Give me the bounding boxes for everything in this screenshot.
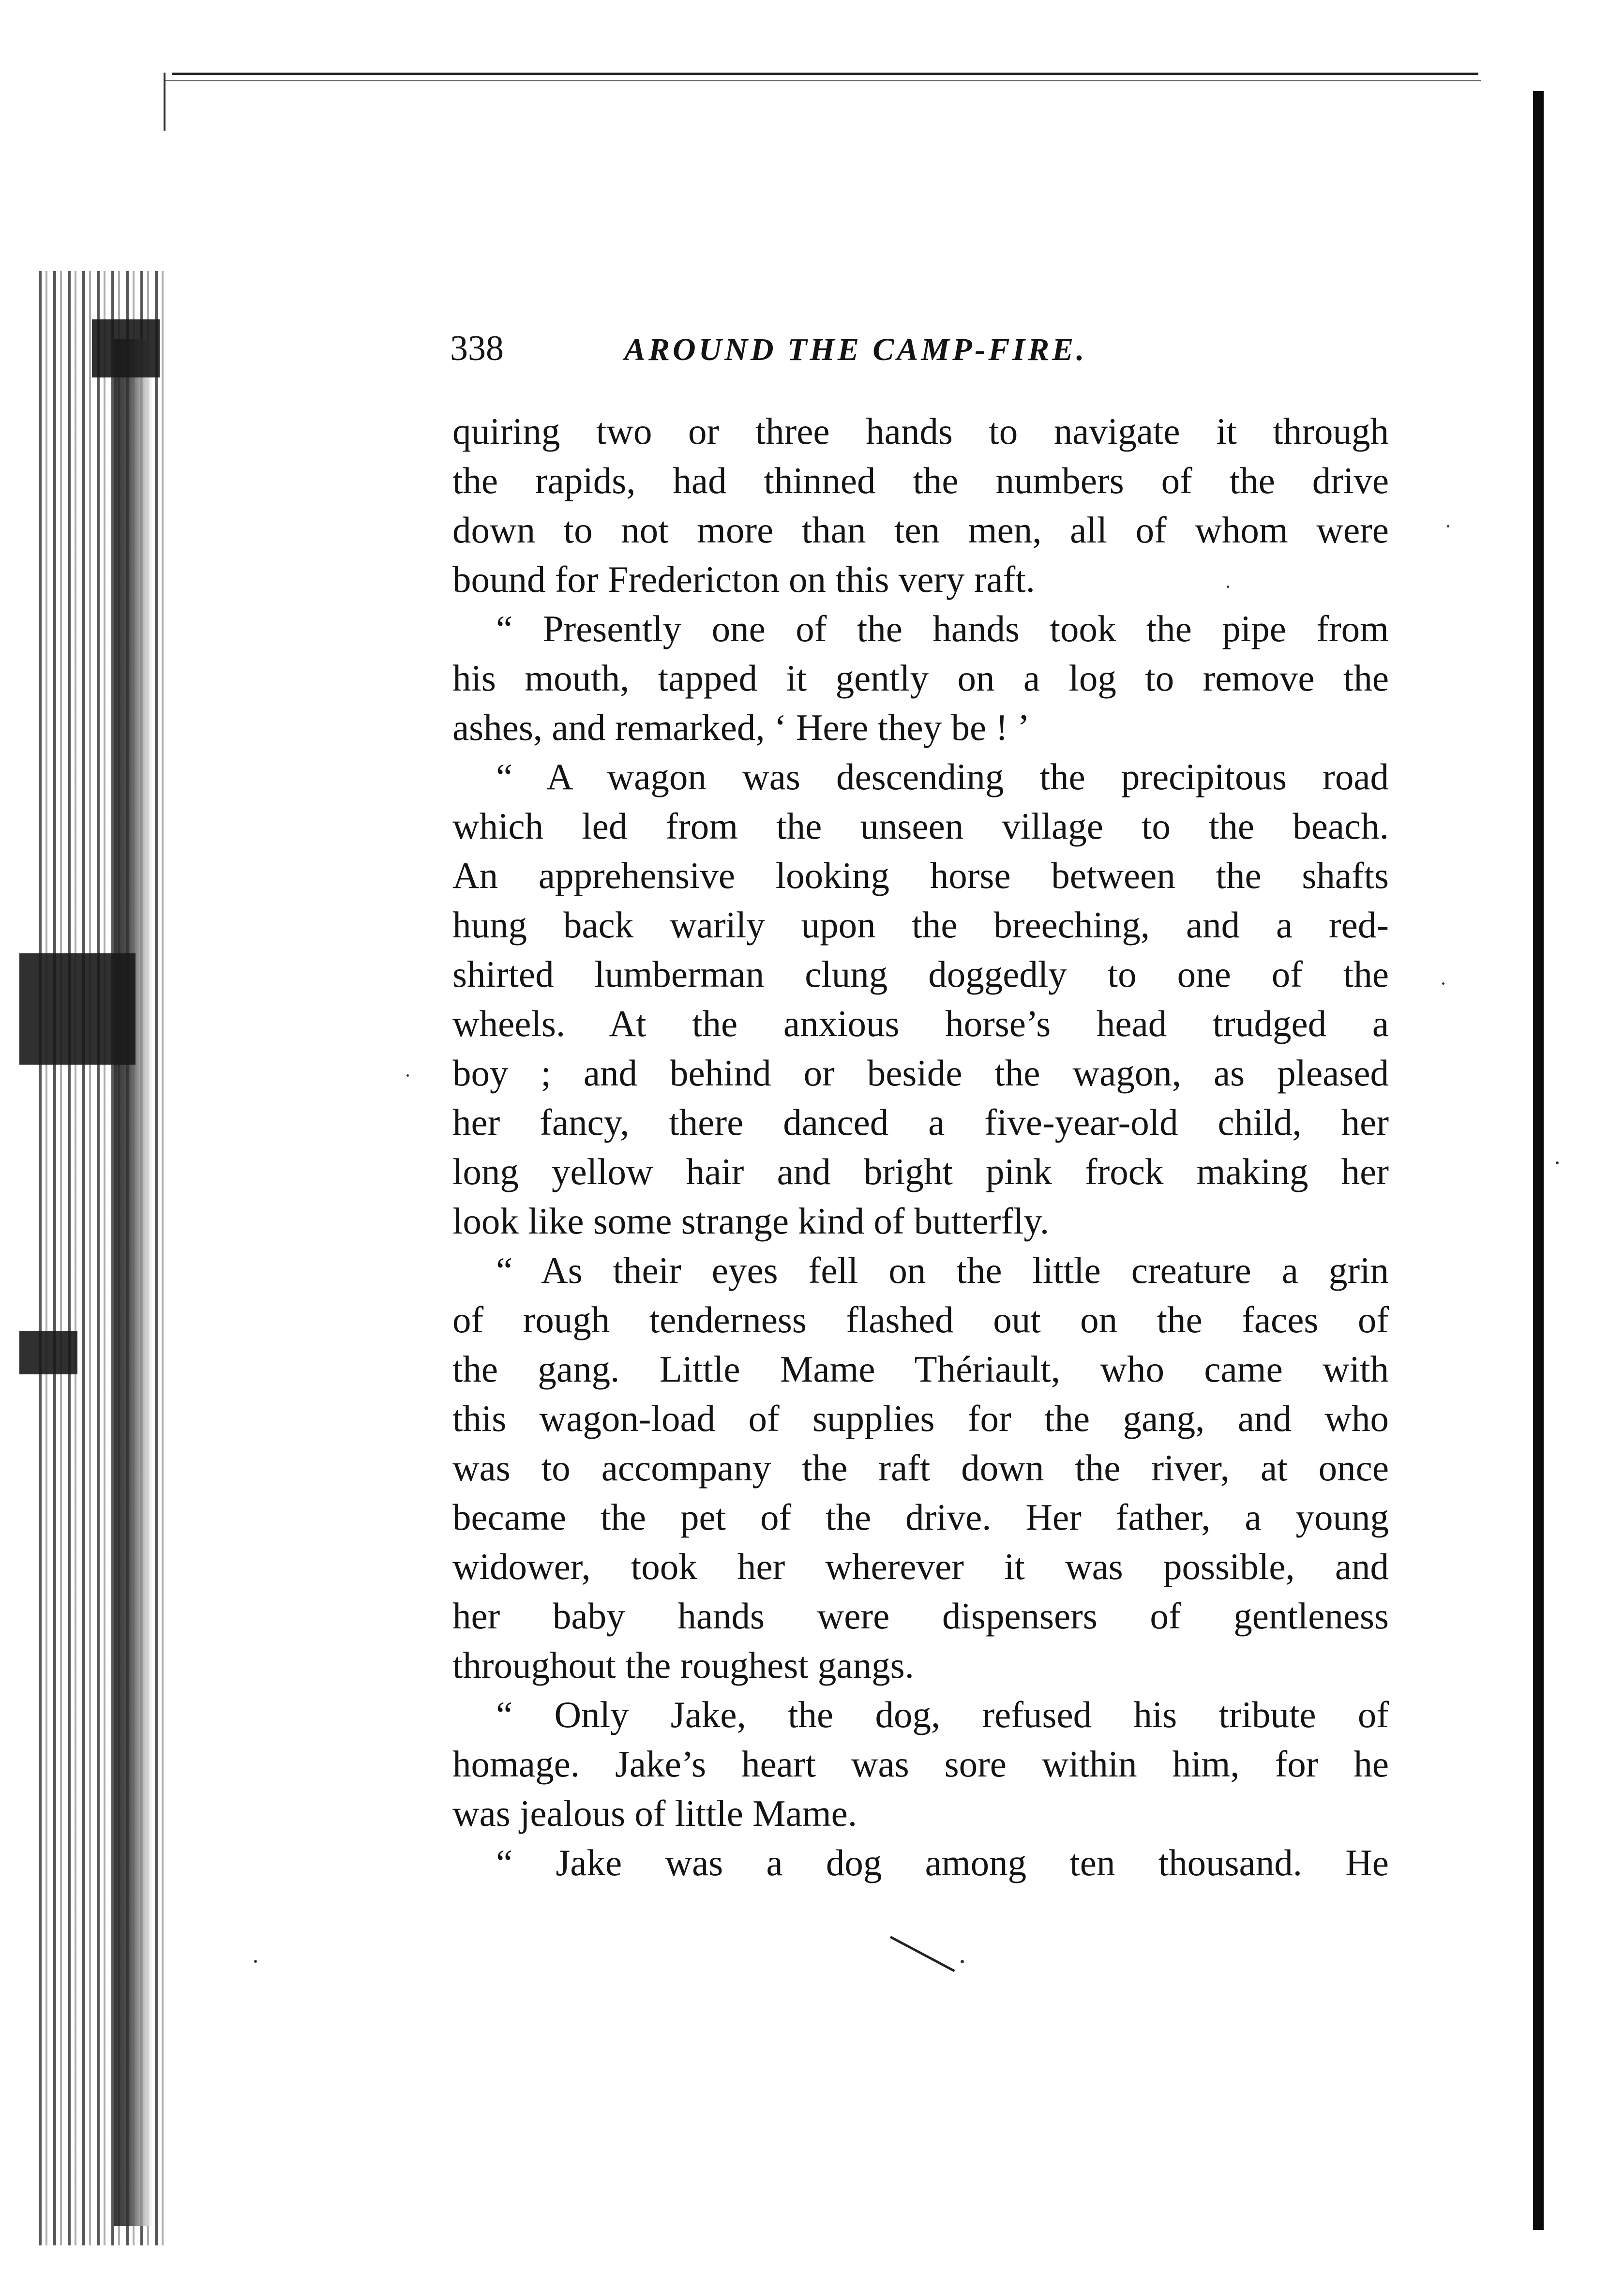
text-line: “ Jake was a dog among ten thousand. He	[496, 1842, 1389, 1883]
body-text	[452, 406, 1389, 1887]
ink-speck	[1442, 982, 1444, 985]
text-line: her baby hands were dispensers of gentleness	[452, 1595, 1389, 1637]
page-number: 338	[450, 329, 504, 368]
binding-dark-patch	[19, 1331, 77, 1374]
text-line: long yellow hair and bright pink frock making her	[452, 1151, 1389, 1192]
text-line: the rapids, had thinned the numbers of the drive	[452, 460, 1389, 501]
page-corner-mark	[164, 73, 165, 131]
text-line: the gang. Little Mame Thériault, who came with	[452, 1348, 1389, 1390]
ink-speck	[1447, 525, 1449, 527]
text-line: his mouth, tapped it gently on a log to remove the	[452, 657, 1389, 699]
text-line: hung back warily upon the breeching, and a red-	[452, 904, 1389, 946]
text-line: wheels. At the anxious horse’s head trudged a	[452, 1003, 1389, 1044]
text-line: was to accompany the raft down the river, at once	[452, 1447, 1389, 1489]
text-line: ashes, and remarked, ‘ Here they be ! ’	[452, 707, 1030, 748]
text-line: homage. Jake’s heart was sore within him, for he	[452, 1743, 1389, 1785]
text-line: bound for Fredericton on this very raft.	[452, 558, 1035, 600]
text-line: quiring two or three hands to navigate it through	[452, 410, 1389, 452]
text-line: An apprehensive looking horse between the shafts	[452, 855, 1389, 896]
text-line: boy ; and behind or beside the wagon, as pleased	[452, 1052, 1389, 1094]
text-line: “ Only Jake, the dog, refused his tribute of	[496, 1694, 1389, 1735]
running-head: AROUND THE CAMP-FIRE.	[624, 332, 1087, 367]
page-right-edge-rule	[1533, 91, 1544, 2230]
text-line: down to not more than ten men, all of whom were	[452, 509, 1389, 551]
ink-speck	[1556, 1161, 1559, 1164]
page-top-rule-shadow	[165, 80, 1481, 81]
ink-speck	[254, 1960, 257, 1963]
ink-speck	[1227, 586, 1229, 588]
text-line: “ As their eyes fell on the little creature a grin	[496, 1249, 1389, 1291]
ink-scratch	[890, 1936, 955, 1972]
page-top-rule	[172, 73, 1478, 75]
ink-speck	[961, 1960, 964, 1963]
binding-dark-patch	[19, 953, 135, 1065]
page-header	[450, 322, 1418, 375]
text-line: look like some strange kind of butterfly.	[452, 1200, 1050, 1242]
text-line: of rough tenderness flashed out on the faces of	[452, 1299, 1389, 1340]
text-line: throughout the roughest gangs.	[452, 1644, 914, 1686]
binding-dark-patch	[92, 319, 160, 377]
text-line: shirted lumberman clung doggedly to one of the	[452, 953, 1389, 995]
text-line: widower, took her wherever it was possible, and	[452, 1546, 1389, 1587]
text-line: became the pet of the drive. Her father, a young	[452, 1496, 1389, 1538]
text-line: “ Presently one of the hands took the pipe from	[496, 608, 1389, 649]
text-line: which led from the unseen village to the beach.	[452, 805, 1389, 847]
ink-speck	[406, 1074, 409, 1077]
text-line: her fancy, there danced a five-year-old child, her	[452, 1101, 1389, 1143]
text-line: “ A wagon was descending the precipitous road	[496, 756, 1389, 798]
book-binding-edge	[114, 339, 152, 2226]
text-line: this wagon-load of supplies for the gang, and who	[452, 1398, 1389, 1439]
text-line: was jealous of little Mame.	[452, 1792, 857, 1834]
